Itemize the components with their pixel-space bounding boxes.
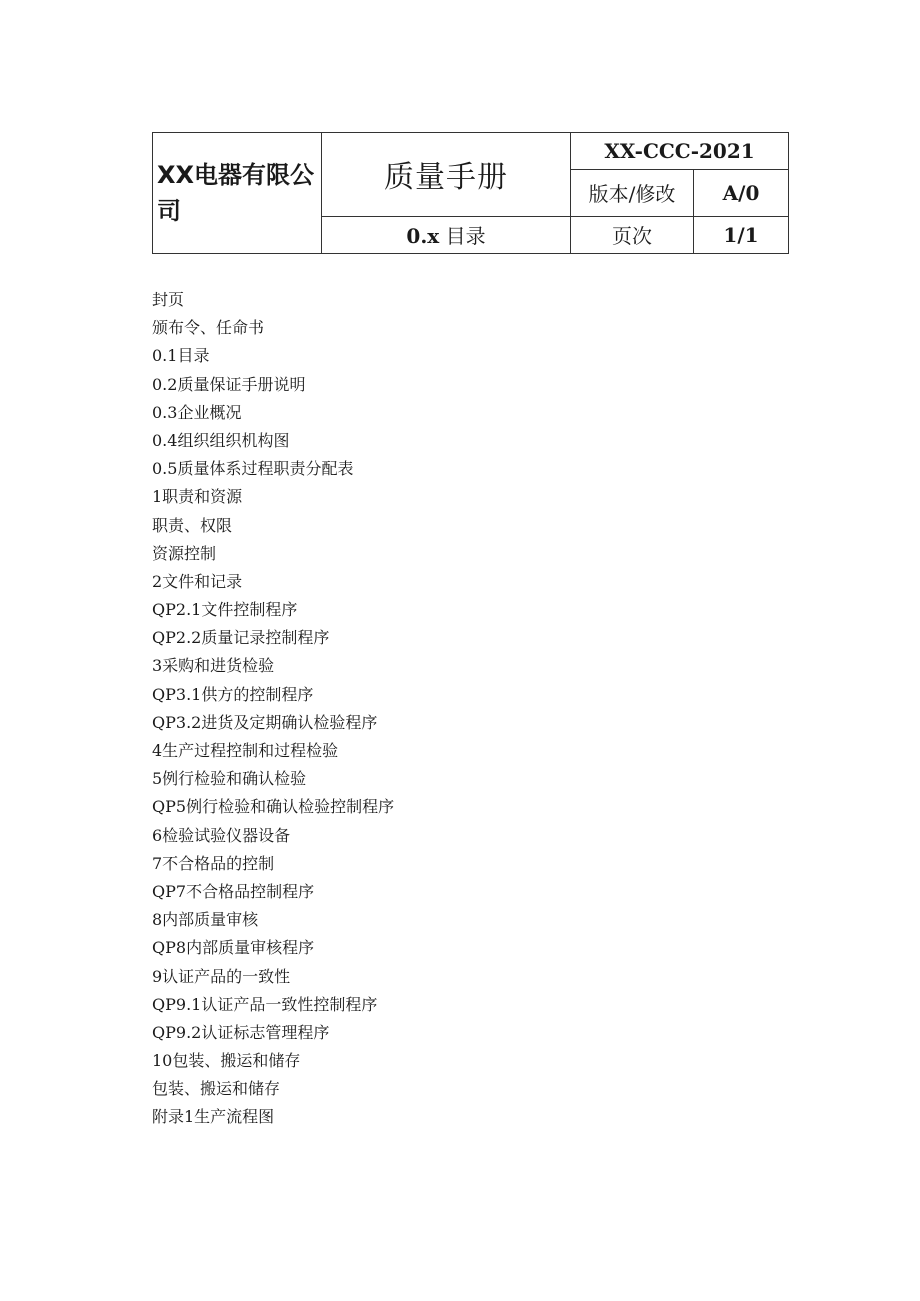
page-value: 1/1	[694, 216, 789, 253]
company-name: XX电器有限公司	[153, 133, 322, 254]
manual-title: 质量手册	[322, 133, 571, 217]
toc-item: QP9.2认证标志管理程序	[152, 1022, 330, 1042]
toc-item: QP2.1文件控制程序	[152, 600, 298, 620]
toc-item: 8内部质量审核	[152, 910, 259, 930]
toc-item: QP3.1供方的控制程序	[152, 684, 314, 704]
page-label: 页次	[571, 216, 694, 253]
section-title: 目录	[445, 224, 486, 249]
toc-item: 9认证产品的一致性	[152, 966, 291, 986]
revision-value: A/0	[694, 170, 789, 216]
toc-item: 封页	[152, 290, 185, 309]
revision-label: 版本/修改	[571, 170, 694, 216]
toc-item: QP8内部质量审核程序	[152, 938, 315, 958]
section-number: 0.x	[406, 224, 440, 249]
toc-item: 0.1目录	[152, 346, 210, 366]
section-title-cell	[322, 216, 571, 253]
toc-item: QP9.1认证产品一致性控制程序	[152, 994, 378, 1014]
toc-item: 5例行检验和确认检验	[152, 769, 307, 789]
toc-item: 3采购和进货检验	[152, 656, 275, 676]
toc-item: 4生产过程控制和过程检验	[152, 741, 339, 760]
toc-item: 0.5质量体系过程职责分配表	[152, 459, 354, 479]
toc-item: QP3.2进货及定期确认检验程序	[152, 712, 378, 732]
document-header-table	[152, 132, 789, 254]
toc-item: 1职责和资源	[152, 487, 243, 507]
document-code: XX-CCC-2021	[571, 133, 789, 170]
toc-item: QP7不合格品控制程序	[152, 881, 315, 901]
toc-item: QP2.2质量记录控制程序	[152, 628, 330, 648]
toc-item: QP5例行检验和确认检验控制程序	[152, 797, 395, 817]
toc-item: 10包装、搬运和储存	[152, 1051, 301, 1071]
toc-item: 包装、搬运和储存	[152, 1079, 281, 1099]
toc-item: 附录1生产流程图	[152, 1107, 275, 1127]
header-row-code	[153, 133, 789, 170]
toc-item: 资源控制	[152, 543, 217, 563]
toc-item: 0.3企业概况	[152, 402, 242, 422]
toc-item: 颁布令、任命书	[152, 318, 265, 338]
toc-item: 6检验试验仪器设备	[152, 825, 291, 845]
toc-item: 7不合格品的控制	[152, 853, 275, 873]
toc-item: 0.4组织组织机构图	[152, 430, 290, 450]
toc-item: 0.2质量保证手册说明	[152, 374, 306, 394]
table-of-contents	[152, 286, 394, 1132]
toc-item: 职责、权限	[152, 515, 233, 535]
toc-item: 2文件和记录	[152, 571, 243, 591]
